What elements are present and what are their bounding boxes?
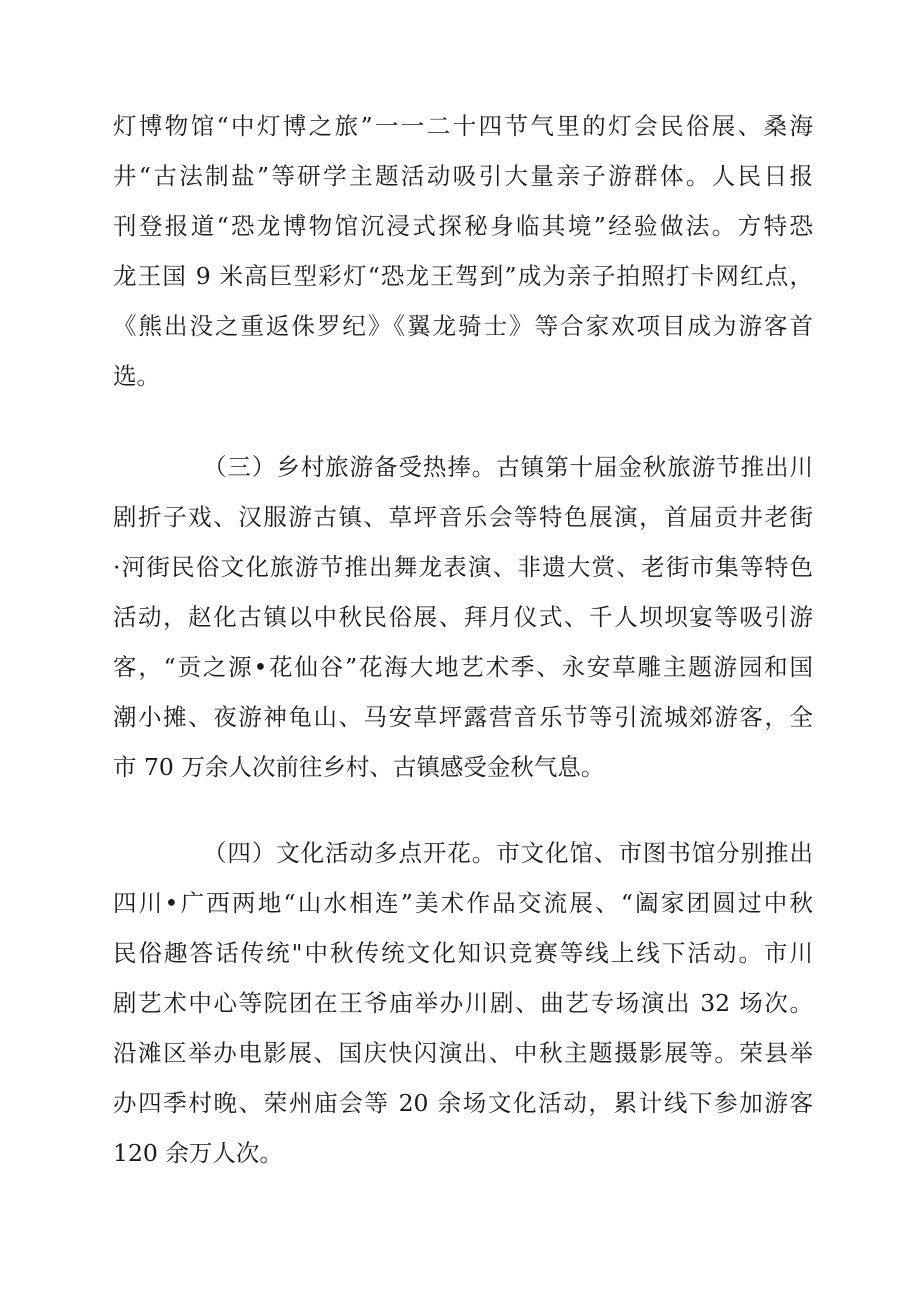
text-line: 潮小摊、夜游神龟山、马安草坪露营音乐节等引流城郊游客，全: [113, 703, 813, 731]
paragraph-heading-line: （四）文化活动多点开花。市文化馆、市图书馆分别推出: [203, 839, 813, 867]
text-line: 刊登报道“恐龙博物馆沉浸式探秘身临其境”经验做法。方特恐: [113, 212, 813, 240]
text-line: 龙王国 9 米高巨型彩灯“恐龙王驾到”成为亲子拍照打卡网红点，: [113, 262, 813, 290]
paragraph-tourism-exhibits: [113, 101, 813, 401]
text-line: 剧折子戏、汉服游古镇、草坪音乐会等特色展演，首届贡井老街: [113, 503, 813, 531]
text-line: 《熊出没之重返侏罗纪》《翼龙骑士》等合家欢项目成为游客首: [113, 312, 813, 340]
text-line: ·河街民俗文化旅游节推出舞龙表演、非遗大赏、老街市集等特色: [113, 553, 813, 581]
text-line: 井“古法制盐”等研学主题活动吸引大量亲子游群体。人民日报: [113, 162, 813, 190]
text-line: 选。: [113, 362, 160, 390]
paragraph-rural-tourism: [113, 442, 813, 792]
text-line: 剧艺术中心等院团在王爷庙举办川剧、曲艺专场演出 32 场次。: [113, 989, 813, 1017]
text-line: 120 余万人次。: [113, 1139, 283, 1167]
text-line: 沿滩区举办电影展、国庆快闪演出、中秋主题摄影展等。荣县举: [113, 1039, 813, 1067]
paragraph-cultural-activities: [113, 828, 813, 1178]
text-line: 活动，赵化古镇以中秋民俗展、拜月仪式、千人坝坝宴等吸引游: [113, 603, 813, 631]
paragraph-heading-line: （三）乡村旅游备受热捧。古镇第十届金秋旅游节推出川: [203, 453, 813, 481]
text-line: 四川•广西两地“山水相连”美术作品交流展、“阖家团圆过中秋: [113, 889, 813, 917]
text-line: 民俗趣答话传统"中秋传统文化知识竞赛等线上线下活动。市川: [113, 939, 813, 967]
text-line: 客，“贡之源•花仙谷”花海大地艺术季、永安草雕主题游园和国: [113, 653, 813, 681]
text-line: 办四季村晚、荣州庙会等 20 余场文化活动，累计线下参加游客: [113, 1089, 813, 1117]
text-line: 市 70 万余人次前往乡村、古镇感受金秋气息。: [113, 753, 605, 781]
text-line: 灯博物馆“中灯博之旅”一一二十四节气里的灯会民俗展、桑海: [113, 112, 813, 140]
